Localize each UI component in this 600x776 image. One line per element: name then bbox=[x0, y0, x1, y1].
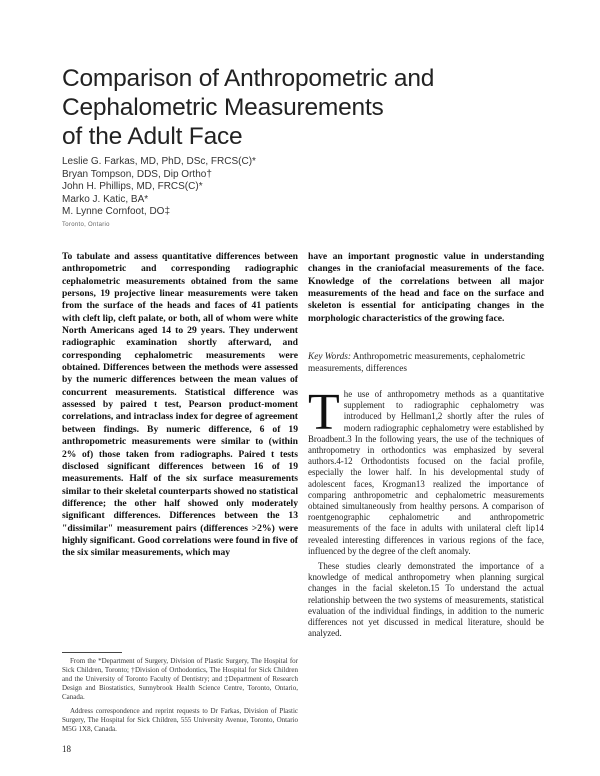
author: Marko J. Katic, BA* bbox=[62, 193, 149, 205]
article-title bbox=[62, 64, 542, 151]
page-number: 18 bbox=[62, 744, 71, 754]
author-list bbox=[62, 156, 322, 219]
author: Leslie G. Farkas, MD, PhD, DSc, FRCS(C)* bbox=[62, 156, 256, 167]
body-paragraph-2: These studies clearly demonstrated the importance of a knowledge of medical anthropometry when planning surgical changes in the facial skeleton.15 To understand the actual relationship between the two systems of measurements, statistical evaluation of the individual findings, in addition to the numeric differences not yet discussed in medical literature, should be analyzed. bbox=[308, 561, 544, 639]
author: John H. Phillips, MD, FRCS(C)* bbox=[62, 181, 203, 193]
body-paragraph-1-text: he use of anthropometry methods as a quantitative supplement to radiographic cephalometry was introduced by Hellman1,2 shortly after the rules of modern radiographic cephalometry were established by Broadbent.3 In the following years, the use of the techniques of anthropometry in orthodontics was emphasized by several authors.4-12 Orthodontists focused on the facial profile, especially the lower half. In his developmental study of adolescent faces, Krogman13 realized the importance of comparing anthropometric and cephalometric measurements obtained simultaneously from healthy persons. A comparison of roentgenographic cephalometric and anthropometric measurements of the face in adults with unilateral cleft lip14 revealed interesting differences in various regions of the face, influenced by the degree of the cleft anomaly. bbox=[308, 389, 544, 556]
article-body bbox=[308, 384, 544, 643]
keywords-label: Key Words: bbox=[308, 352, 351, 362]
abstract-left-column: To tabulate and assess quantitative differences between anthropometric and corresponding radiographic cephalometric measurements obtained from the same persons, 19 projective linear measurements were taken from the surface of the heads and faces of 41 patients with cleft lip, cleft palate, or both, all of whom were white North Americans aged 14 to 29 years. They underwent radiographic examination shortly afterward, and corresponding cephalometric measurements were obtained. Differences between the methods were assessed by the numeric differences between the mean values of concurrent measurements. Statistical difference was assessed by paired t test, Pearson product-moment correlations, and intraclass index for degree of agreement between findings. By numeric difference, 6 of 19 anthropometric measurements were similar to (within 2% of) those taken from radiographs. Paired t tests disclosed significant differences between 16 of 19 measurements. Half of the six surface measurements similar to their skeletal counterparts showed no statistical difference; the other half showed only moderately significant differences. Differences between the 13 "dissimilar" measurement pairs (differences >2%) were highly significant. Good correlations were found in five of the six similar measurements, which may bbox=[62, 251, 299, 559]
author-location: Toronto, Ontario bbox=[62, 222, 110, 228]
author: M. Lynne Cornfoot, DO‡ bbox=[62, 206, 171, 218]
keywords bbox=[308, 352, 544, 376]
footnote-divider bbox=[62, 652, 122, 653]
body-paragraph-1 bbox=[308, 384, 544, 557]
footnotes bbox=[62, 657, 298, 739]
author: Bryan Tompson, DDS, Dip Ortho† bbox=[62, 168, 212, 180]
title-line-1: Comparison of Anthropometric and bbox=[62, 65, 435, 92]
abstract-right-column: have an important prognostic value in understanding changes in the craniofacial measurements of the face. Knowledge of the correlations between all major measurements of the head and face on the surface and skeleton is essential for anticipating changes in the morphologic characteristics of the growing face. bbox=[308, 251, 544, 324]
title-line-2: Cephalometric Measurements bbox=[62, 94, 384, 121]
correspondence-note: Address correspondence and reprint requests to Dr Farkas, Division of Plastic Surgery, The Hospital for Sick Children, 555 University Avenue, Toronto, Ontario M5G 1X8, Canada. bbox=[62, 707, 298, 733]
keywords-text: Anthropometric measurements, cephalometric measurements, differences bbox=[308, 352, 525, 374]
affiliation-note: From the *Department of Surgery, Division of Plastic Surgery, The Hospital for Sick Children, Toronto; †Division of Orthodontics, The Hospital for Sick Children and the University of Toronto Faculty of Dentistry; and ‡Department of Research Design and Biostatistics, Sunnybrook Health Science Centre, Toronto, Ontario, Canada. bbox=[62, 657, 298, 701]
drop-cap: T bbox=[308, 384, 340, 441]
title-line-3: of the Adult Face bbox=[62, 123, 243, 150]
